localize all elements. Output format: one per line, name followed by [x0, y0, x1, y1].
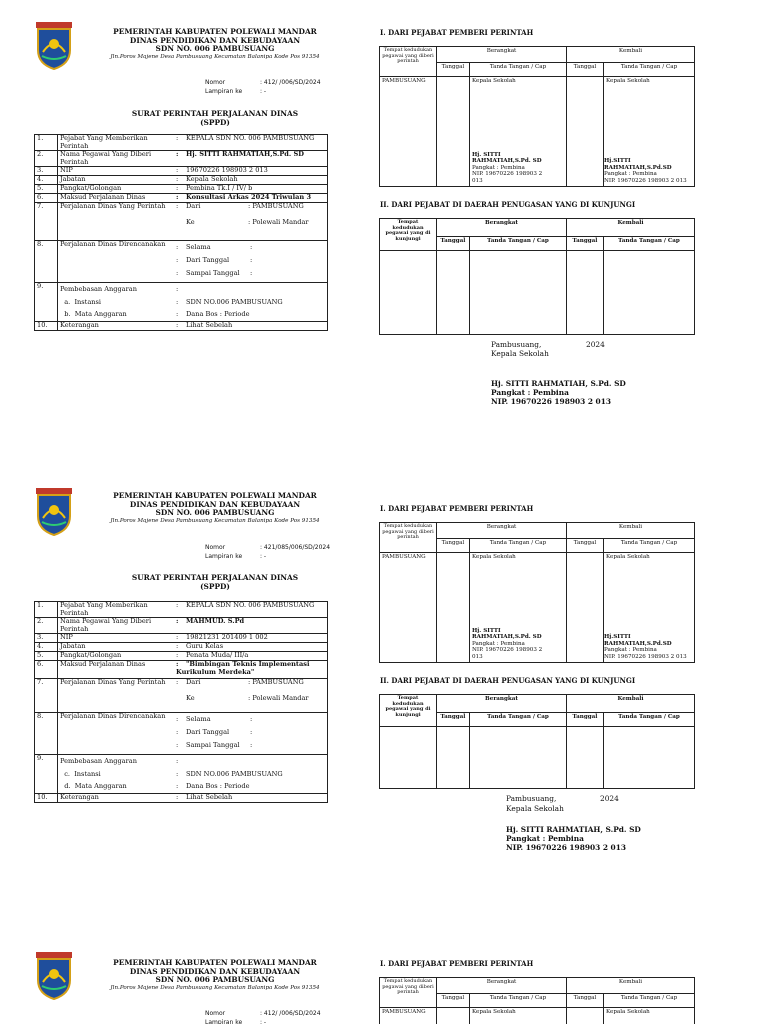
- header-block: [100, 959, 330, 985]
- ttd-header: Tanda Tangan / Cap: [604, 994, 695, 1008]
- signer-pangkat: Pangkat : Pembina: [604, 171, 657, 178]
- ttd-header: Tanda Tangan / Cap: [470, 237, 567, 251]
- section-2-table: [379, 694, 695, 789]
- instansi-value: SDN NO.006 PAMBUSUANG: [186, 769, 283, 778]
- place-date: Pambusuang,: [506, 794, 557, 803]
- tanggal-header: Tanggal: [437, 994, 470, 1008]
- nomor-label: Nomor: [205, 1010, 226, 1017]
- sppd-document-3: [0, 952, 768, 1024]
- tempat-header: Tempat kedudukan pegawai yang di kunjungi: [380, 219, 437, 251]
- tanggal-header: Tanggal: [567, 237, 604, 251]
- keterangan-value: Lihat Sebelah: [186, 320, 233, 329]
- header-address: Jln.Poros Majene Desa Pambusuang Kecamatan Balanipa Kode Pos 91354: [110, 54, 320, 60]
- header-address: Jln.Poros Majene Desa Pambusuang Kecamatan Balanipa Kode Pos 91354: [110, 518, 320, 524]
- keterangan-value: Lihat Sebelah: [186, 792, 233, 801]
- selama-label: Selama: [186, 243, 211, 252]
- header-line2: DINAS PENDIDIKAN DAN KEBUDAYAAN: [129, 35, 301, 45]
- tanggal-header: Tanggal: [437, 237, 470, 251]
- ttd-header: Tanda Tangan / Cap: [470, 713, 567, 727]
- row-label: Pejabat Yang Memberikan Perintah: [58, 602, 175, 618]
- year: 2024: [600, 794, 619, 803]
- title-line2: (SPPD): [200, 118, 230, 127]
- section-1-title: I. DARI PEJABAT PEMBERI PERINTAH: [380, 959, 534, 968]
- tempat-value: PAMBUSUANG: [380, 1008, 437, 1024]
- row-label: Pembebasan Anggaran: [60, 757, 137, 766]
- tanggal-header: Tanggal: [437, 63, 470, 77]
- dari-label: Dari: [186, 678, 201, 687]
- row-label: Jabatan: [58, 176, 175, 185]
- sub-a: a.: [64, 297, 71, 306]
- lampiran-label: Lampiran ke: [205, 88, 243, 95]
- dari-tanggal-label: Dari Tanggal: [186, 728, 230, 737]
- section-1-table: [379, 977, 695, 1024]
- instansi-label: Instansi: [74, 769, 101, 778]
- sub-b: d.: [64, 782, 71, 791]
- maksud-value: Konsultasi Arkas 2024 Triwulan 3: [186, 193, 312, 202]
- document-title: [100, 573, 330, 591]
- ke-value: : Polewali Mandar: [248, 693, 309, 702]
- pangkat-value: Pembina Tk.I / IV/ b: [186, 184, 253, 193]
- final-signer-pangkat: Pangkat : Pembina: [506, 834, 584, 843]
- ttd-header: Tanda Tangan / Cap: [604, 539, 695, 553]
- sampai-tanggal-label: Sampai Tanggal: [186, 269, 240, 278]
- header-block: [100, 492, 330, 518]
- row-label: Pangkat/Golongan: [58, 652, 175, 661]
- regency-emblem-icon: [34, 488, 74, 536]
- header-line2: DINAS PENDIDIKAN DAN KEBUDAYAAN: [129, 499, 301, 509]
- sppd-document-2: [0, 488, 768, 948]
- section-2-title: II. DARI PEJABAT DI DAERAH PENUGASAN YANG DI KUNJUNGI: [380, 676, 636, 685]
- signer-nip: NIP. 19670226 198903 2 013: [472, 171, 543, 184]
- regency-emblem-icon: [34, 952, 74, 1000]
- kepsek-label: Kepala Sekolah: [472, 554, 516, 560]
- title-line1: SURAT PERINTAH PERJALANAN DINAS: [131, 573, 299, 582]
- row-label: Pangkat/Golongan: [58, 185, 175, 194]
- ttd-header: Tanda Tangan / Cap: [470, 994, 567, 1008]
- nomor-label: Nomor: [205, 79, 226, 86]
- header-line1: PEMERINTAH KABUPATEN POLEWALI MANDAR: [113, 491, 317, 500]
- nip-value: 19670226 198903 2 013: [186, 166, 268, 175]
- sppd-table: 1. Pejabat Yang Memberikan Perintah : KEPALA SDN NO. 006 PAMBUSUANG 2. Nama Pegawai Yang Diberi Perintah : Hj. SITTI RAHMATIAH,S.Pd. SD 3. NIP : 19670226 198903 2 013 4. Jabatan : Kepala Sekolah 5. Pangkat/Golongan : Pembina Tk.I / IV/ b 6. Maksud Perjalanan Dinas : Konsultasi Arkas 2024 Triwulan 3 7. Perjalanan Dinas Yang Perintah : Dari : PAMBUSUANG Ke : Polewali Mandar 8. Perjalanan Dinas Direncanakan : Selama : : Dari Tanggal : : Sampai Tanggal : 9. Pembebasan Anggaran a. Instansi b. Mata Anggaran : : SDN NO.006 PAMBUSUANG : Dana Bos : Periode 10. Keterangan : Lihat Sebelah: [34, 134, 328, 331]
- mata-anggaran-label: Mata Anggaran: [74, 310, 127, 319]
- signer-name: Hj. SITTI RAHMATIAH,S.Pd. SD: [472, 627, 542, 641]
- place-date: Pambusuang,: [491, 340, 542, 349]
- row-label: Nama Pegawai Yang Diberi Perintah: [58, 618, 175, 634]
- tanggal-header: Tanggal: [437, 539, 470, 553]
- final-signer-pangkat: Pangkat : Pembina: [491, 388, 569, 397]
- tanggal-header: Tanggal: [567, 539, 604, 553]
- header-line1: PEMERINTAH KABUPATEN POLEWALI MANDAR: [113, 958, 317, 967]
- dari-value: : PAMBUSUANG: [248, 202, 304, 211]
- jabatan-value: Guru Kelas: [186, 642, 224, 651]
- signer-pangkat: Pangkat : Pembina: [472, 164, 525, 171]
- signer-nip: NIP. 19670226 198903 2 013: [604, 177, 687, 184]
- kepsek-label: Kepala Sekolah: [606, 554, 650, 560]
- tempat-value: PAMBUSUANG: [380, 553, 437, 663]
- row-label: Pembebasan Anggaran: [60, 285, 137, 294]
- signer-pangkat: Pangkat : Pembina: [472, 640, 525, 647]
- tempat-value: PAMBUSUANG: [380, 77, 437, 187]
- row-label: Jabatan: [58, 643, 175, 652]
- header-address: Jln.Poros Majene Desa Pambusuang Kecamatan Balanipa Kode Pos 91354: [110, 985, 320, 991]
- kepsek-label: Kepala Sekolah: [606, 78, 650, 84]
- header-line2: DINAS PENDIDIKAN DAN KEBUDAYAAN: [129, 966, 301, 976]
- sampai-tanggal-label: Sampai Tanggal: [186, 741, 240, 750]
- row-label: NIP: [58, 634, 175, 643]
- ke-label: Ke: [186, 693, 195, 702]
- kembali-header: Kembali: [567, 47, 695, 63]
- instansi-label: Instansi: [74, 297, 101, 306]
- row-label: Nama Pegawai Yang Diberi Perintah: [58, 151, 175, 167]
- signer-pangkat: Pangkat : Pembina: [604, 647, 657, 654]
- header-line1: PEMERINTAH KABUPATEN POLEWALI MANDAR: [113, 27, 317, 36]
- tanggal-header: Tanggal: [567, 63, 604, 77]
- row-label: Keterangan: [58, 793, 175, 802]
- sppd-document-1: [0, 22, 768, 482]
- section-1-title: I. DARI PEJABAT PEMBERI PERINTAH: [380, 504, 534, 513]
- lampiran-value: : -: [260, 88, 267, 95]
- ttd-header: Tanda Tangan / Cap: [470, 539, 567, 553]
- selama-label: Selama: [186, 715, 211, 724]
- signer-name: Hj.SITTI RAHMATIAH,S.Pd.SD: [604, 158, 672, 171]
- berangkat-header: Berangkat: [437, 219, 567, 237]
- ttd-header: Tanda Tangan / Cap: [604, 713, 695, 727]
- section-1-title: I. DARI PEJABAT PEMBERI PERINTAH: [380, 28, 534, 37]
- kepsek-label: Kepala Sekolah: [472, 78, 516, 84]
- section-1-table: [379, 46, 695, 187]
- row-label: Perjalanan Dinas Direncanakan: [58, 713, 175, 755]
- document-title: [100, 109, 330, 127]
- kembali-header: Kembali: [567, 523, 695, 539]
- row-label: Perjalanan Dinas Yang Perintah: [58, 203, 175, 241]
- title-line2: (SPPD): [200, 582, 230, 591]
- tempat-header: Tempat kedudukan pegawai yang diberi perintah: [380, 523, 437, 553]
- tempat-header: Tempat kedudukan pegawai yang diberi perintah: [380, 47, 437, 77]
- final-signer-nip: NIP. 19670226 198903 2 013: [491, 397, 611, 406]
- kepsek-label: Kepala Sekolah: [470, 1008, 567, 1024]
- maksud-value: "Bimbingan Teknis Implementasi Kurikulum Merdeka": [176, 660, 310, 676]
- mata-anggaran-label: Mata Anggaran: [74, 782, 127, 791]
- signer-name: Hj.SITTI RAHMATIAH,S.Pd.SD: [604, 634, 672, 647]
- kepsek-label: Kepala Sekolah: [604, 1008, 695, 1024]
- dari-label: Dari: [186, 202, 201, 211]
- tanggal-header: Tanggal: [567, 713, 604, 727]
- instansi-value: SDN NO.006 PAMBUSUANG: [186, 297, 283, 306]
- signer-nip: NIP. 19670226 198903 2 013: [604, 653, 687, 660]
- signer-title: Kepala Sekolah: [491, 349, 549, 358]
- nomor-value: : 421/085/006/SD/2024: [260, 544, 331, 551]
- row-label: Perjalanan Dinas Yang Perintah: [58, 679, 175, 713]
- ke-label: Ke: [186, 217, 195, 226]
- final-signer-name: Hj. SITTI RAHMATIAH, S.Pd. SD: [491, 379, 626, 388]
- header-line3: SDN NO. 006 PAMBUSUANG: [155, 508, 275, 518]
- nomor-value: : 412/ /006/SD/2024: [260, 1010, 321, 1017]
- kembali-header: Kembali: [567, 695, 695, 713]
- lampiran-label: Lampiran ke: [205, 553, 243, 560]
- dana-value: Dana Bos : Periode: [186, 782, 250, 791]
- signer-nip: NIP. 19670226 198903 2 013: [472, 647, 543, 660]
- section-2-table: [379, 218, 695, 335]
- row-label: Maksud Perjalanan Dinas: [58, 194, 175, 203]
- header-line3: SDN NO. 006 PAMBUSUANG: [155, 975, 275, 985]
- tanggal-header: Tanggal: [437, 713, 470, 727]
- ttd-header: Tanda Tangan / Cap: [604, 63, 695, 77]
- header-line3: SDN NO. 006 PAMBUSUANG: [155, 44, 275, 54]
- row-label: Maksud Perjalanan Dinas: [58, 661, 175, 679]
- signer-title: Kepala Sekolah: [506, 804, 564, 813]
- berangkat-header: Berangkat: [437, 695, 567, 713]
- pangkat-value: Penata Muda/ III/a: [186, 651, 249, 660]
- sub-b: b.: [64, 310, 71, 319]
- signer-name: Hj. SITTI RAHMATIAH,S.Pd. SD: [472, 151, 542, 165]
- nama-value: MAHMUD. S.Pd: [186, 617, 245, 626]
- row-label: Keterangan: [58, 321, 175, 330]
- nip-value: 19821231 201409 1 002: [186, 633, 268, 642]
- header-block: [100, 28, 330, 54]
- year: 2024: [586, 340, 605, 349]
- regency-emblem-icon: [34, 22, 74, 70]
- row-label: Perjalanan Dinas Direncanakan: [58, 241, 175, 283]
- berangkat-header: Berangkat: [437, 978, 567, 994]
- nama-value: Hj. SITTI RAHMATIAH,S.Pd. SD: [186, 150, 304, 159]
- tempat-header: Tempat kedudukan pegawai yang di kunjungi: [380, 695, 437, 727]
- ke-value: : Polewali Mandar: [248, 217, 309, 226]
- tempat-header: Tempat kedudukan pegawai yang diberi perintah: [380, 978, 437, 1008]
- kembali-header: Kembali: [567, 219, 695, 237]
- ttd-header: Tanda Tangan / Cap: [604, 237, 695, 251]
- section-2-title: II. DARI PEJABAT DI DAERAH PENUGASAN YANG DI KUNJUNGI: [380, 200, 636, 209]
- nomor-value: : 412/ /006/SD/2024: [260, 79, 321, 86]
- berangkat-header: Berangkat: [437, 47, 567, 63]
- sub-a: c.: [64, 769, 70, 778]
- jabatan-value: Kepala Sekolah: [186, 175, 238, 184]
- title-line1: SURAT PERINTAH PERJALANAN DINAS: [131, 109, 299, 118]
- lampiran-value: : -: [260, 553, 267, 560]
- dari-tanggal-label: Dari Tanggal: [186, 256, 230, 265]
- ttd-header: Tanda Tangan / Cap: [470, 63, 567, 77]
- pejabat-value: KEPALA SDN NO. 006 PAMBUSUANG: [186, 601, 315, 609]
- dana-value: Dana Bos : Periode: [186, 310, 250, 319]
- final-signer-name: Hj. SITTI RAHMATIAH, S.Pd. SD: [506, 825, 641, 834]
- nomor-label: Nomor: [205, 544, 226, 551]
- section-1-table: [379, 522, 695, 663]
- pejabat-value: KEPALA SDN NO. 006 PAMBUSUANG: [186, 134, 315, 142]
- row-label: NIP: [58, 167, 175, 176]
- lampiran-value: : -: [260, 1019, 267, 1024]
- dari-value: : PAMBUSUANG: [248, 678, 304, 687]
- lampiran-label: Lampiran ke: [205, 1019, 243, 1024]
- row-label: Pejabat Yang Memberikan Perintah: [58, 135, 175, 151]
- kembali-header: Kembali: [567, 978, 695, 994]
- final-signer-nip: NIP. 19670226 198903 2 013: [506, 843, 626, 852]
- tanggal-header: Tanggal: [567, 994, 604, 1008]
- sppd-table: 1. Pejabat Yang Memberikan Perintah : KEPALA SDN NO. 006 PAMBUSUANG 2. Nama Pegawai Yang Diberi Perintah : MAHMUD. S.Pd 3. NIP : 19821231 201409 1 002 4. Jabatan : Guru Kelas 5. Pangkat/Golongan : Penata Muda/ III/a 6. Maksud Perjalanan Dinas : "Bimbingan Teknis Implementasi Kurikulum Merdeka" 7. Perjalanan Dinas Yang Perintah : Dari : PAMBUSUANG Ke : Polewali Mandar 8. Perjalanan Dinas Direncanakan : Selama : : Dari Tanggal : : Sampai Tanggal : 9. Pembebasan Anggaran c. Instansi d. Mata Anggaran : : SDN NO.006 PAMBUSUANG : Dana Bos : Periode 10. Keterangan : Lihat Sebelah: [34, 601, 328, 803]
- berangkat-header: Berangkat: [437, 523, 567, 539]
